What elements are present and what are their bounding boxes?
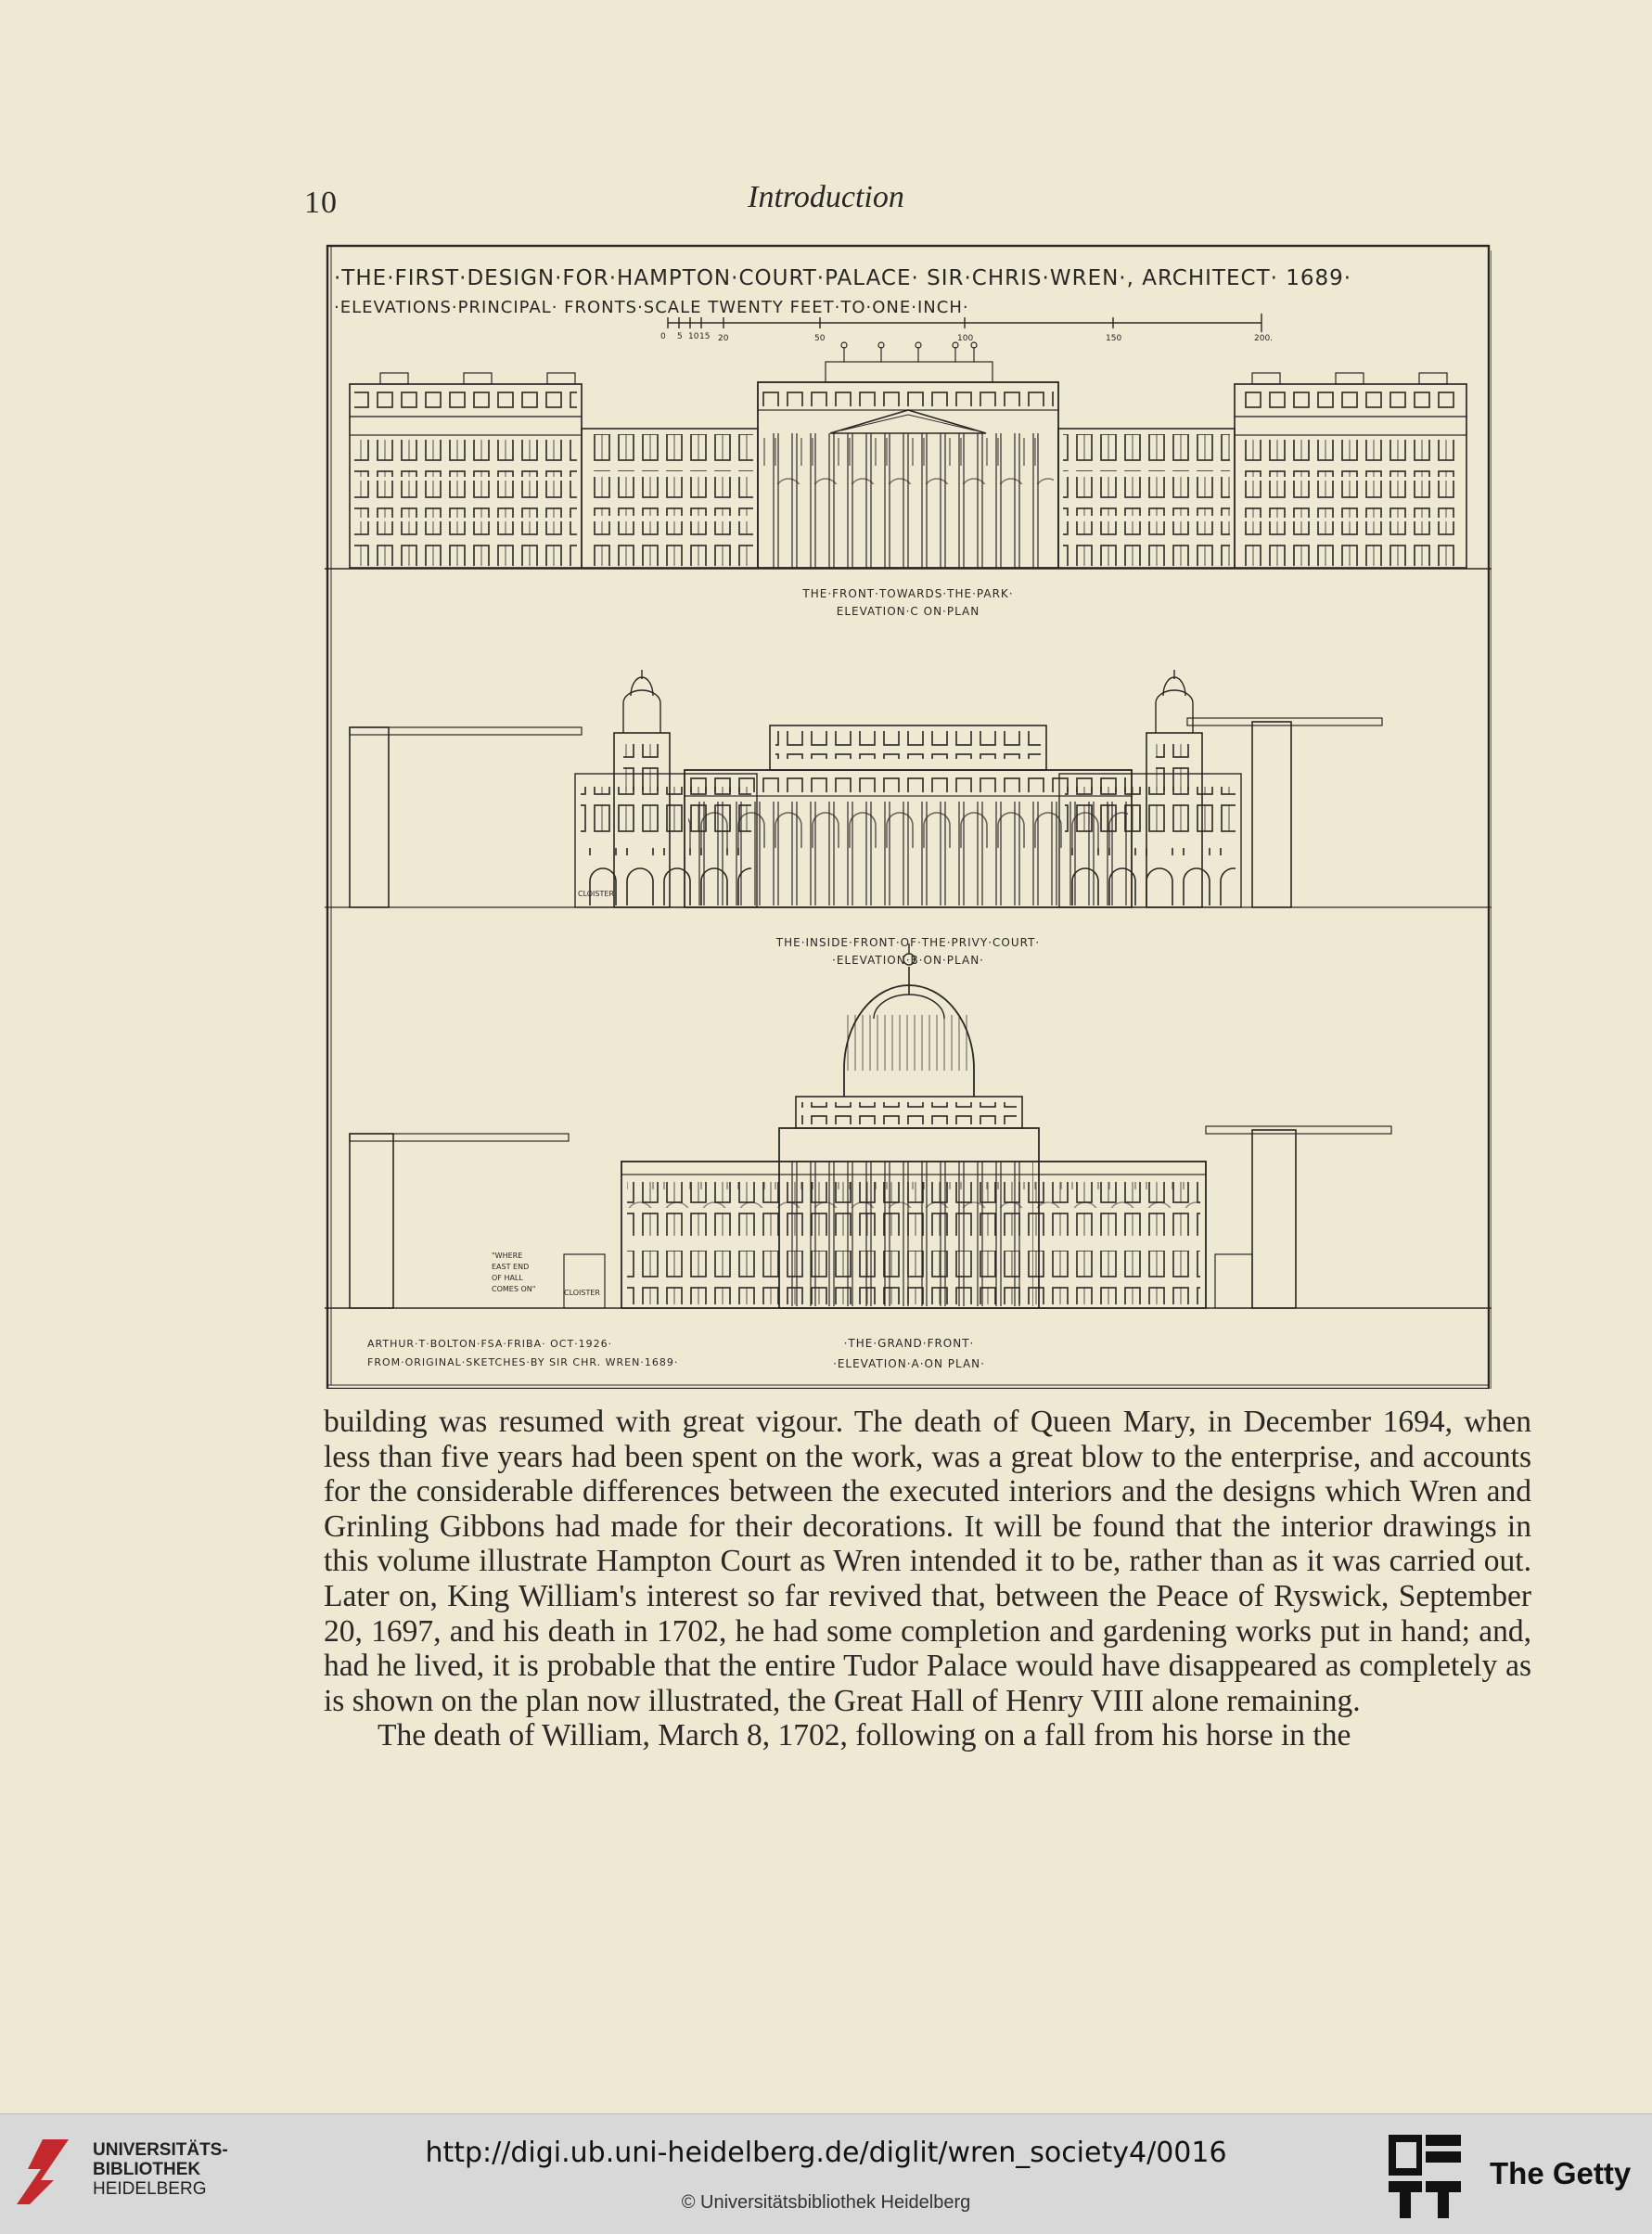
scale-label-0: 0 [660,332,666,341]
cloister-label-a: CLOISTER [564,1289,600,1297]
body-paragraph: The death of William, March 8, 1702, following on a fall from his horse in the [378,1718,1351,1753]
hall-note-line3: OF HALL [492,1274,523,1282]
institution-line: UNIVERSITÄTS- [93,2140,228,2160]
running-title: Introduction [748,180,904,214]
body-text [324,1405,1531,1753]
footer-bar [0,2113,1652,2234]
plate-title-line1: ·THE·FIRST·DESIGN·FOR·HAMPTON·COURT·PALACE· SIR·CHRIS·WREN·, ARCHITECT· 1689· [334,266,1352,290]
permalink-url[interactable]: http://digi.ub.uni-heidelberg.de/diglit/wren_society4/0016 [425,2137,1227,2169]
partner-name: The Getty [1490,2156,1632,2190]
scale-label-10: 10 [688,332,699,341]
scale-label-100: 100 [957,334,974,343]
architectural-plate [325,243,1492,1389]
copyright-notice: © Universitätsbibliothek Heidelberg [681,2192,971,2213]
scale-label-200: 200. [1254,334,1274,343]
hall-note-line1: "WHERE [492,1252,523,1260]
elevation-b-drawing [325,670,1492,907]
caption-elevation-b-ref: ·ELEVATION·B·ON·PLAN· [832,954,984,967]
caption-elevation-a-title: ·THE·GRAND·FRONT· [843,1337,975,1350]
institution-line: HEIDELBERG [93,2179,207,2199]
caption-elevation-c-title: THE·FRONT·TOWARDS·THE·PARK· [802,587,1014,600]
caption-elevation-c-ref: ELEVATION·C ON·PLAN [836,605,980,618]
body-paragraph: building was resumed with great vigour. The death of Queen Mary, in December 1694, when less than five years had been spent on the work, was a great blow to the enterprise, and accounts for the considerable differences between the executed interiors and the designs which Wren and Grinling Gibbons had made for their decorations. It will be found that the interior drawings in this volume illustrate Hampton Court as Wren intended it to be, rather than as it was carried out. Later on, King William's interest so far revived that, between the Peace of Ryswick, September 20, 1697, and his death in 1702, he had some completion and gardening works put in hand; and, had he lived, it is probable that the entire Tudor Palace would have disappeared as completely as is shown on the plan now illustrated, the Great Hall of Henry VIII alone remaining. [324,1405,1531,1718]
institution-line: BIBLIOTHEK [93,2160,201,2179]
cloister-label-b: CLOISTER [578,890,614,898]
credit-line1: ARTHUR·T·BOLTON·FSA·FRIBA· OCT·1926· [367,1338,613,1350]
credit-line2: FROM·ORIGINAL·SKETCHES·BY SIR CHR. WREN·1689· [367,1356,679,1368]
caption-elevation-b-title: THE·INSIDE·FRONT·OF·THE·PRIVY·COURT· [775,936,1041,949]
page-number: 10 [304,186,338,220]
scale-bar [660,314,1273,343]
hall-note-line4: COMES ON" [492,1285,536,1293]
plate-title-line2: ·ELEVATIONS·PRINCIPAL· FRONTS·SCALE TWENTY FEET·TO·ONE·INCH· [334,298,969,317]
scale-label-150: 150 [1106,334,1122,343]
scale-label-5: 5 [677,332,683,341]
scale-label-20: 20 [718,334,729,343]
hall-note-line2: EAST END [492,1263,530,1271]
elevation-c-drawing [325,342,1492,569]
caption-elevation-a-ref: ·ELEVATION·A·ON PLAN· [833,1357,985,1370]
scale-label-50: 50 [814,334,826,343]
scale-label-15: 15 [699,332,711,341]
getty-logo-icon [1387,2133,1463,2222]
